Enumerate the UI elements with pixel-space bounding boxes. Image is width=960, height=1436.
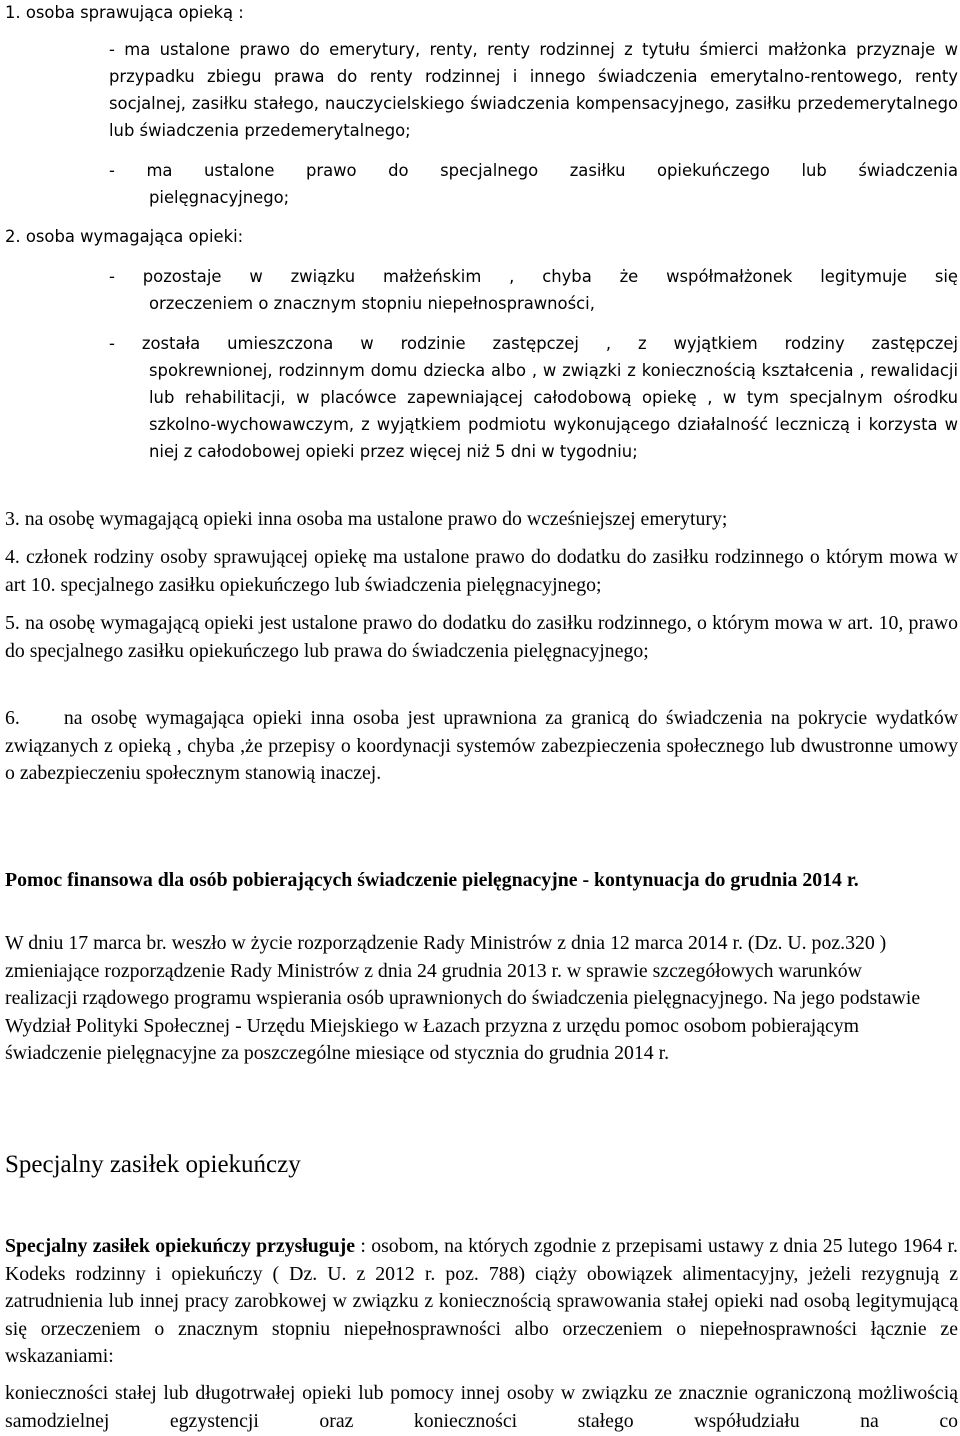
item-6-text: na osobę wymagająca opieki inna osoba jest uprawniona za granicą do świadczenia na pokrycie wydatków związanych z opieką , chyba ,że przepisy o koordynacji systemów zabezpieczenia społecznego lub dwustronne umowy o zabezpieczeniu społecznym stanowią inaczej.: [5, 707, 958, 784]
item-2-dash-1: [109, 263, 958, 317]
item-2-dash-1-rest: orzeczeniem o znacznym stopniu niepełnosprawności,: [149, 294, 595, 313]
item-1-dash-2: [109, 157, 958, 211]
pomoc-section: [5, 867, 958, 895]
zasilek-lead-rest: : osobom, na których zgodnie z przepisami ustawy z dnia 25 lutego 1964 r. Kodeks rodzinny i opiekuńczy ( Dz. U. z 2012 r. poz. 788) ciąży obowiązek alimentacyjny, jeżeli rezygnują z zatrudnienia lub innej pracy zarobkowej w związku z koniecznością sprawowania stałej opieki nad osobą legitymującą się orzeczeniem o znacznym stopniu niepełnosprawności albo orzeczeniem o niepełnosprawności łącznie ze wskazaniami:: [5, 1235, 958, 1367]
item-6-number: 6.: [5, 707, 20, 729]
item-1-label: 1. osoba sprawująca opieką :: [5, 3, 244, 22]
pomoc-body: [5, 930, 935, 1068]
zasilek-lead-bold: Specjalny zasiłek opiekuńczy przysługuje: [5, 1235, 356, 1257]
item-1-dash-1: [109, 36, 958, 144]
item-1-dash-2-first: - ma ustalone prawo do specjalnego zasiłku opiekuńczego lub świadczenia: [109, 161, 958, 180]
item-2-label: 2. osoba wymagająca opieki:: [5, 227, 244, 246]
pomoc-title-text: Pomoc finansowa dla osób pobierających świadczenie pielęgnacyjne - kontynuacja do grudnia 2014 r.: [5, 869, 859, 891]
item-4-text: 4. członek rodziny osoby sprawującej opiekę ma ustalone prawo do dodatku do zasiłku rodzinnego o którym mowa w art 10. specjalnego zasiłku opiekuńczego lub świadczenia pielęgnacyjnego;: [5, 546, 958, 596]
pomoc-body-text: W dniu 17 marca br. weszło w życie rozporządzenie Rady Ministrów z dnia 12 marca 2014 r. (Dz. U. poz.320 ) zmieniające rozporządzenie Rady Ministrów z dnia 24 grudnia 2013 r. w sprawie szczegółowych warunków realizacji rządowego programu wspierania osób uprawnionych do świadczenia pielęgnacyjnego. Na jego podstawie Wydział Polityki Społecznej - Urzędu Miejskiego w Łazach przyzna z urzędu pomoc osobom pobierającym świadczenie pielęgnacyjne za poszczególne miesiące od stycznia do grudnia 2014 r.: [5, 932, 921, 1064]
item-2-dash-2: [109, 330, 958, 465]
item-3-text: 3. na osobę wymagającą opieki inna osoba ma ustalone prawo do wcześniejszej emerytury;: [5, 508, 728, 530]
item-1-dash-2-rest: pielęgnacyjnego;: [149, 188, 290, 207]
item-2-dash-1-first: - pozostaje w związku małżeńskim , chyba że współmałżonek legitymuje się: [109, 267, 958, 286]
section-heading: Specjalny zasiłek opiekuńczy: [5, 1151, 301, 1178]
zasilek-lead: [5, 1233, 958, 1371]
pomoc-title: [5, 867, 958, 895]
zasilek-lead-text: [5, 1233, 958, 1371]
item-3: [5, 506, 958, 534]
item-4: [5, 544, 958, 599]
item-5: [5, 610, 958, 665]
item-6-paragraph: [5, 705, 958, 788]
zasilek-continuation: [5, 1380, 958, 1435]
item-2-dash-2-rest: spokrewnionej, rodzinnym domu dziecka albo , w związki z koniecznością kształcenia , rewalidacji lub rehabilitacji, w placówce zapewniającej całodobową opiekę , w tym specjalnym ośrodku szkolno-wychowawczym, z wyjątkiem podmiotu wykonującego działalność leczniczą i korzysta w niej z całodobowej opieki przez więcej niż 5 dni w tygodniu;: [149, 361, 958, 461]
item-2-dash-2-first: - została umieszczona w rodzinie zastępczej , z wyjątkiem rodziny zastępczej: [109, 334, 958, 353]
item-6: [5, 705, 958, 788]
item-5-text: 5. na osobę wymagającą opieki jest ustalone prawo do dodatku do zasiłku rodzinnego, o którym mowa w art. 10, prawo do specjalnego zasiłku opiekuńczego lub prawa do świadczenia pielęgnacyjnego;: [5, 612, 958, 662]
zasilek-continuation-text: konieczności stałej lub długotrwałej opieki lub pomocy innej osoby w związku ze znacznie ograniczoną możliwością samodzielnej egzystencji oraz konieczności stałego współudziału na co: [5, 1382, 958, 1432]
item-1-dash-1-text: - ma ustalone prawo do emerytury, renty, renty rodzinnej z tytułu śmierci małżonka przyznaje w przypadku zbiegu prawa do renty rodzinnej i innego świadczenia emerytalno-rentowego, renty socjalnej, zasiłku stałego, nauczycielskiego świadczenia kompensacyjnego, zasiłku przedemerytalnego lub świadczenia przedemerytalnego;: [109, 40, 958, 140]
